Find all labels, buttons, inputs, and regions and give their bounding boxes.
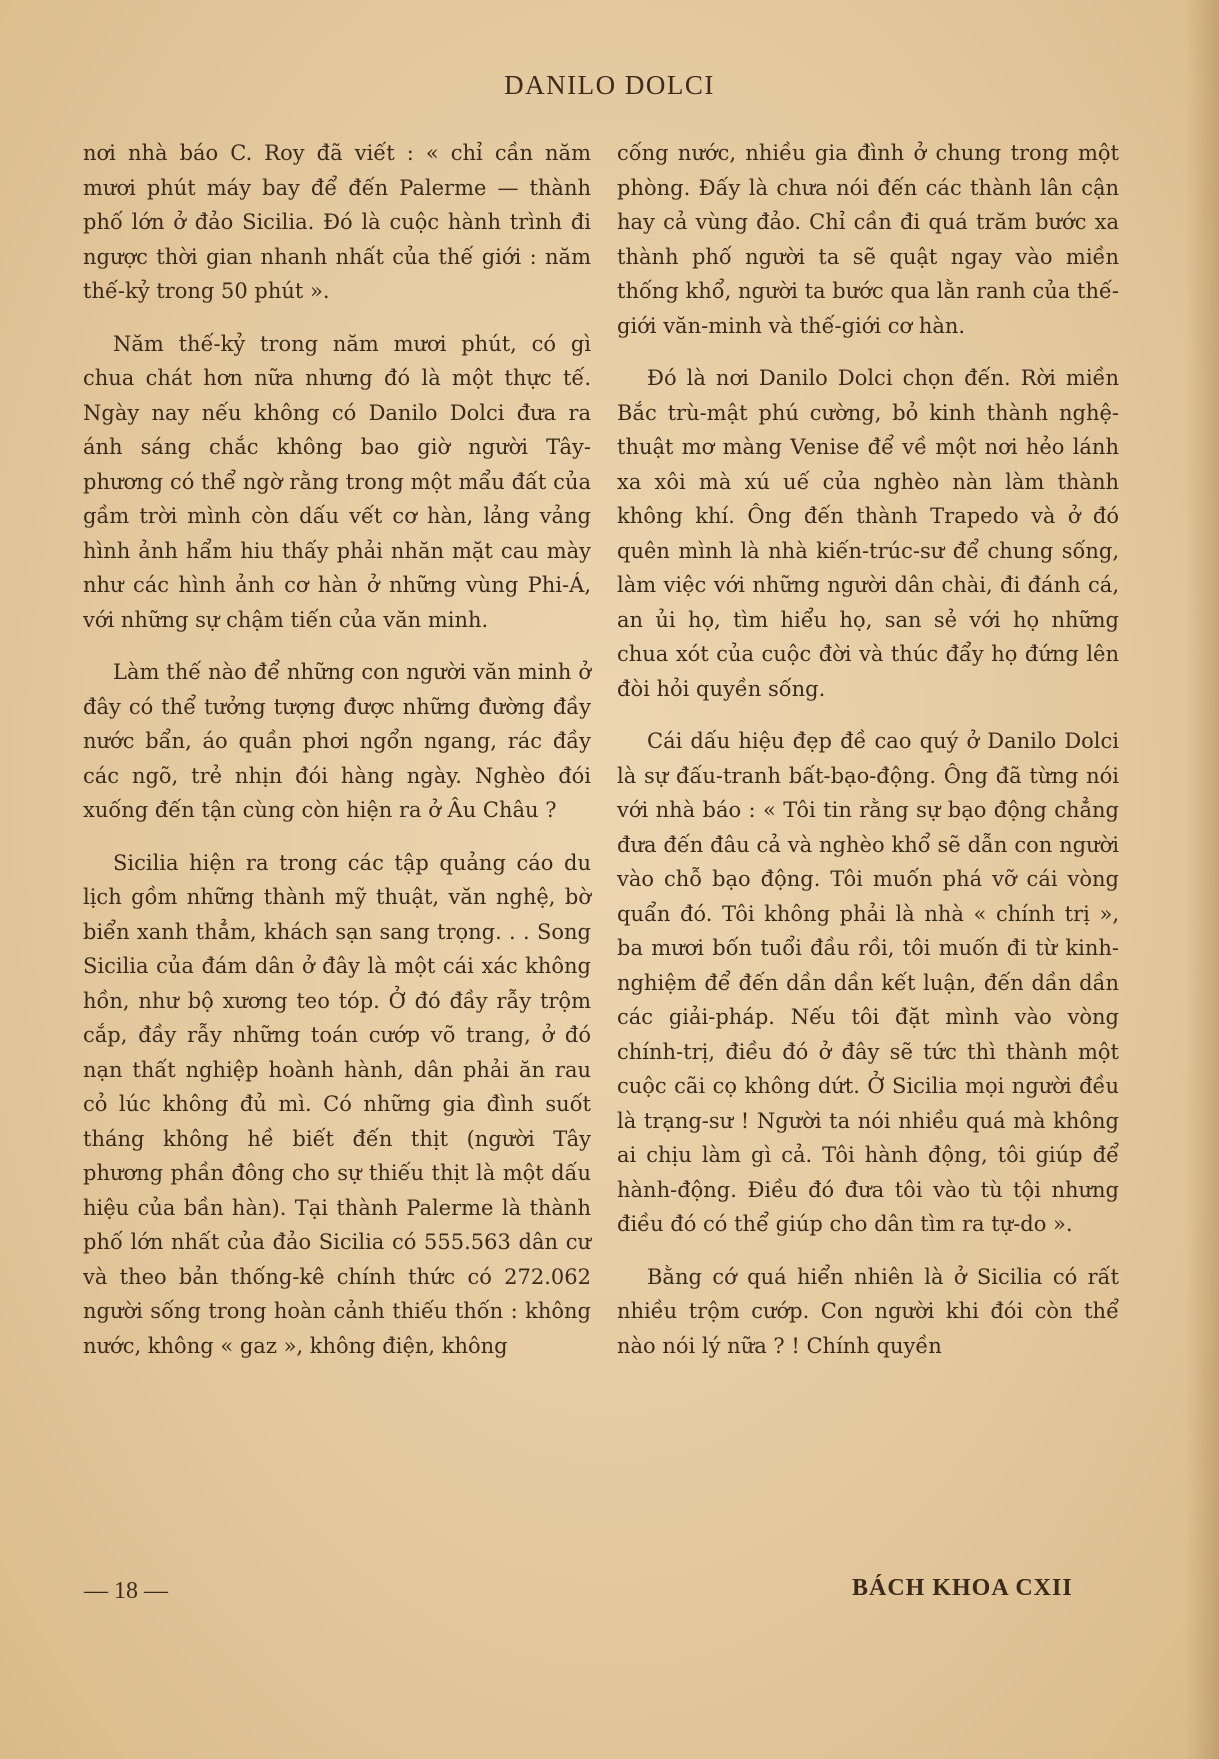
left-column bbox=[83, 136, 591, 1381]
paragraph: Làm thế nào để những con người văn minh ở đây có thể tưởng tượng được những đường đầy nước bẩn, áo quần phơi ngổn ngang, rác đầy các ngõ, trẻ nhịn đói hàng ngày. Nghèo đói xuống đến tận cùng còn hiện ra ở Âu Châu ? bbox=[83, 660, 591, 822]
paragraph: Cái dấu hiệu đẹp đề cao quý ở Danilo Dolci là sự đấu-tranh bất-bạo-động. Ông đã từng nói với nhà báo : « Tôi tin rằng sự bạo động chẳng đưa đến đâu cả và nghèo khổ sẽ dẫn con người vào chỗ bạo động. Tôi muốn phá vỡ cái vòng quẩn đó. Tôi không phải là nhà « chính trị », ba mươi bốn tuổi đầu rồi, tôi muốn đi từ kinh-nghiệm để đến dần dần kết luận, đến dần dần các giải-pháp. Nếu tôi đặt mình vào vòng chính-trị, điều đó ở đây sẽ tức thì thành một cuộc cãi cọ không dứt. Ở Sicilia mọi người đều là trạng-sư ! Người ta nói nhiều quá mà không ai chịu làm gì cả. Tôi hành động, tôi giúp để hành-động. Điều đó đưa tôi vào tù tội nhưng điều đó có thể giúp cho dân tìm ra tự-do ». bbox=[617, 729, 1119, 1236]
page-number: — 18 — bbox=[84, 1578, 168, 1604]
page-edge-wear bbox=[1185, 0, 1219, 1759]
paragraph: Sicilia hiện ra trong các tập quảng cáo du lịch gồm những thành mỹ thuật, văn nghệ, bờ biển xanh thẳm, khách sạn sang trọng. . . Song Sicilia của đám dân ở đây là một cái xác không hồn, như bộ xương teo tóp. Ở đó đầy rẫy trộm cắp, đầy rẫy những toán cướp võ trang, ở đó nạn thất nghiệp hoành hành, dân phải ăn rau cỏ lúc không đủ mì. Có những gia đình suốt tháng không hề biết đến thịt (người Tây phương phần đông cho sự thiếu thịt là một dấu hiệu của bần hàn). Tại thành Palerme là thành phố lớn nhất của đảo Sicilia có 555.563 dân cư và theo bản thống-kê chính thức có 272.062 người sống trong hoàn cảnh thiếu thốn : không nước, không « gaz », không điện, không bbox=[83, 850, 591, 1358]
right-column bbox=[617, 136, 1119, 1381]
paragraph: Đó là nơi Danilo Dolci chọn đến. Rời miền Bắc trù-mật phú cường, bỏ kinh thành nghệ-thuật mơ màng Venise để về một nơi hẻo lánh xa xôi mà xú uế của nghèo nàn làm thành không khí. Ông đến thành Trapedo và ở đó quên mình là nhà kiến-trúc-sư để chung sống, làm việc với những người dân chài, đi đánh cá, an ủi họ, tìm hiểu họ, san sẻ với họ những chua xót của cuộc đời và thúc đẩy họ đứng lên đòi hỏi quyền sống. bbox=[617, 366, 1119, 701]
running-header: DANILO DOLCI bbox=[504, 70, 715, 100]
paragraph: Năm thế-kỷ trong năm mươi phút, có gì chua chát hơn nữa nhưng đó là một thực tế. Ngày nay nếu không có Danilo Dolci đưa ra ánh sáng chắc không bao giờ người Tây-phương có thể ngờ rằng trong một mẩu đất của gầm trời mình còn dấu vết cơ hàn, lảng vảng hình ảnh hẩm hiu thấy phải nhăn mặt cau mày như các hình ảnh cơ hàn ở những vùng Phi-Á, với những sự chậm tiến của văn minh. bbox=[83, 331, 591, 632]
paragraph: cống nước, nhiều gia đình ở chung trong một phòng. Đấy là chưa nói đến các thành lân cận hay cả vùng đảo. Chỉ cần đi quá trăm bước xa thành phố người ta sẽ quật ngay vào miền thống khổ, người ta bước qua lằn ranh của thế-giới văn-minh và thế-giới cơ hàn. bbox=[617, 141, 1119, 338]
paragraph: Bằng cớ quá hiển nhiên là ở Sicilia có rất nhiều trộm cướp. Con người khi đói còn thể nào nói lý nữa ? ! Chính quyền bbox=[617, 1264, 1119, 1358]
magazine-title: BÁCH KHOA CXII bbox=[852, 1575, 1073, 1601]
paragraph: nơi nhà báo C. Roy đã viết : « chỉ cần năm mươi phút máy bay để đến Palerme — thành phố lớn ở đảo Sicilia. Đó là cuộc hành trình đi ngược thời gian nhanh nhất của thế giới : năm thế-kỷ trong 50 phút ». bbox=[83, 141, 591, 303]
